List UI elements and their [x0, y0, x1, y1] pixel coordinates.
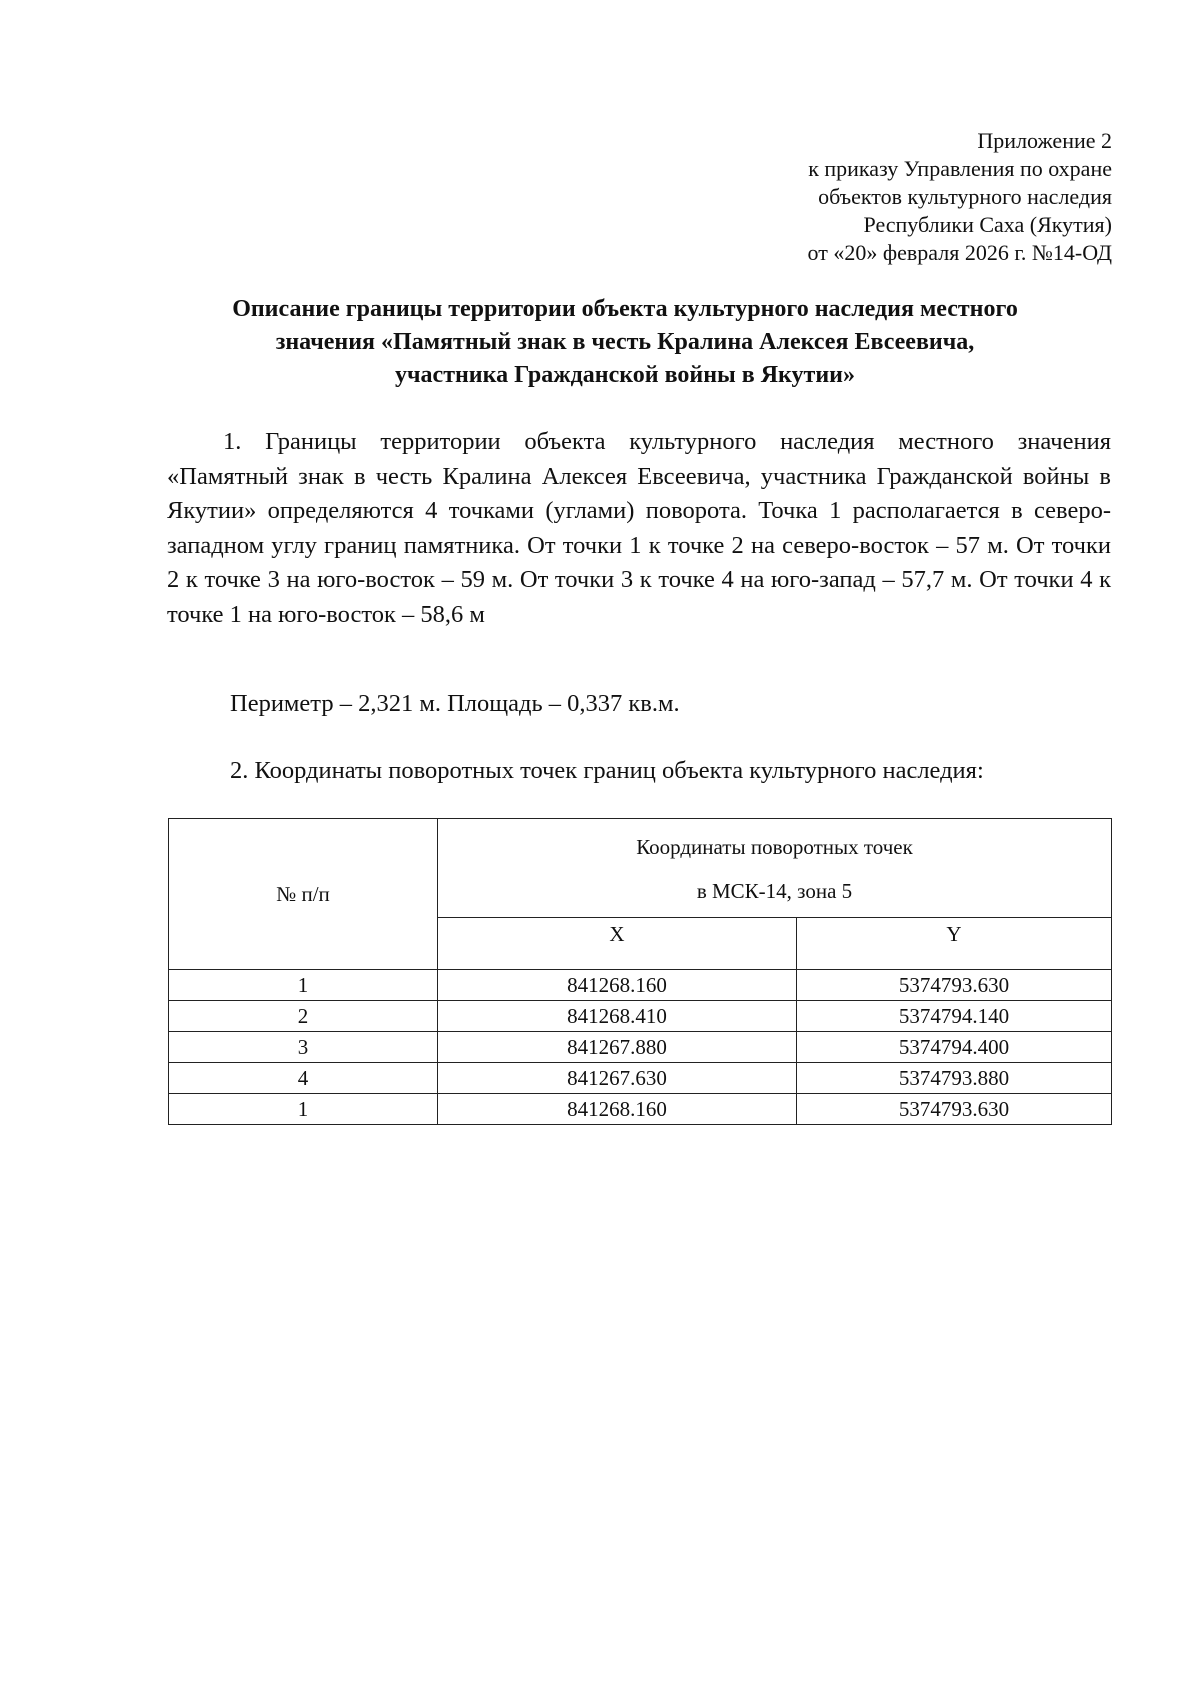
row-y: 5374794.140: [797, 1001, 1112, 1032]
table-row: [169, 970, 1112, 1001]
appendix-header: [808, 127, 1112, 267]
document-title: [150, 293, 1100, 392]
col-number-header: № п/п: [169, 819, 438, 970]
title-line-2: значения «Памятный знак в честь Кралина Алексея Евсеевича,: [275, 329, 975, 355]
boundary-description: 1. Границы территории объекта культурного наследия местного значения «Памятный знак в честь Кралина Алексея Евсеевича, участника Гражданской войны в Якутии» определяются 4 точками (углами) поворота. Точка 1 располагается в северо-западном углу границ памятника. От точки 1 к точке 2 на северо-восток – 57 м. От точки 2 к точке 3 на юго-восток – 59 м. От точки 3 к точке 4 на юго-запад – 57,7 м. От точки 4 к точке 1 на юго-восток – 58,6 м: [167, 428, 1111, 628]
coords-header-line-2: в МСК-14, зона 5: [696, 879, 853, 903]
row-x: 841267.630: [438, 1063, 797, 1094]
coordinates-heading: 2. Координаты поворотных точек границ объекта культурного наследия:: [230, 757, 984, 784]
perimeter-area: Периметр – 2,321 м. Площадь – 0,337 кв.м.: [230, 690, 680, 717]
row-number: 4: [169, 1063, 438, 1094]
title-line-1: Описание границы территории объекта культурного наследия местного: [232, 296, 1018, 322]
appendix-line-5: от «20» февраля 2026 г. №14-ОД: [807, 240, 1112, 265]
table-row: [169, 1094, 1112, 1125]
title-line-3: участника Гражданской войны в Якутии»: [395, 362, 855, 388]
row-x: 841268.160: [438, 970, 797, 1001]
appendix-line-3: объектов культурного наследия: [818, 184, 1112, 209]
row-y: 5374794.400: [797, 1032, 1112, 1063]
row-y: 5374793.630: [797, 1094, 1112, 1125]
row-y: 5374793.880: [797, 1063, 1112, 1094]
row-x: 841268.160: [438, 1094, 797, 1125]
table-row: [169, 1001, 1112, 1032]
coordinates-table: [168, 818, 1112, 1125]
col-y-header: Y: [797, 918, 1112, 970]
appendix-line-1: Приложение 2: [977, 128, 1112, 153]
table-row: [169, 1063, 1112, 1094]
row-y: 5374793.630: [797, 970, 1112, 1001]
row-number: 1: [169, 970, 438, 1001]
row-number: 3: [169, 1032, 438, 1063]
appendix-line-4: Республики Саха (Якутия): [863, 212, 1112, 237]
col-x-header: X: [438, 918, 797, 970]
table-row: [169, 1032, 1112, 1063]
row-number: 2: [169, 1001, 438, 1032]
table-header-row: [169, 819, 1112, 918]
row-x: 841268.410: [438, 1001, 797, 1032]
coords-header: [438, 819, 1112, 918]
row-number: 1: [169, 1094, 438, 1125]
row-x: 841267.880: [438, 1032, 797, 1063]
appendix-line-2: к приказу Управления по охране: [808, 156, 1112, 181]
coords-header-line-1: Координаты поворотных точек: [636, 835, 913, 859]
